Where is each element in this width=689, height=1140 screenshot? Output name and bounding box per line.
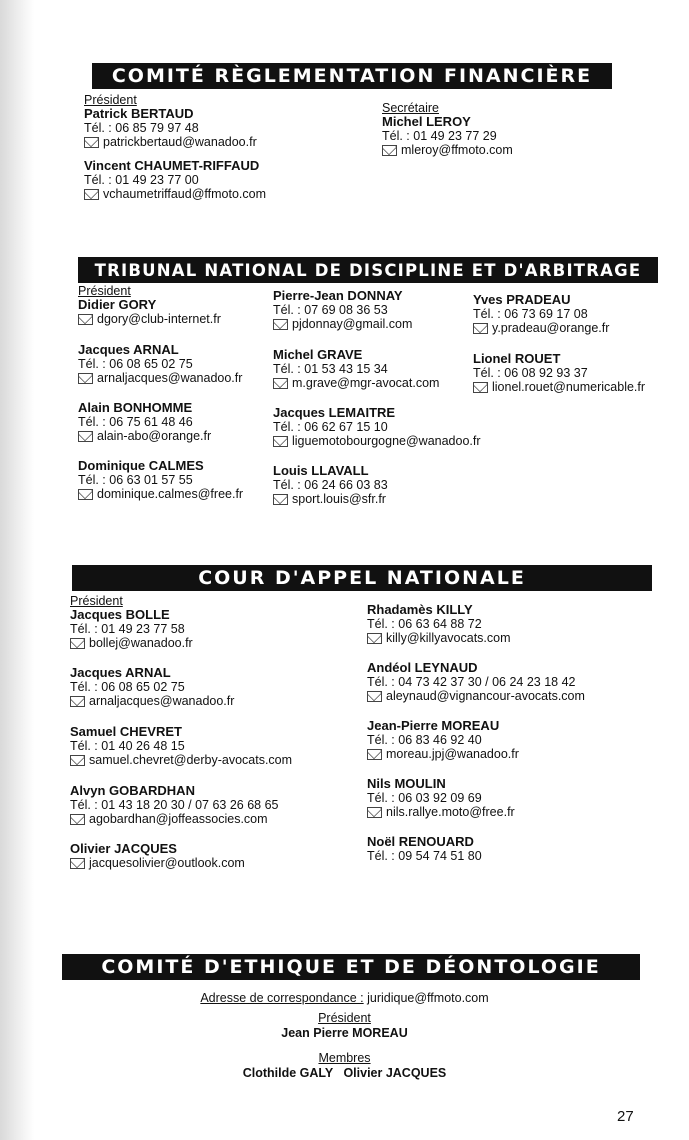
envelope-icon [70, 638, 85, 649]
page-fold-shadow [0, 0, 34, 1140]
role-label: Président [78, 284, 131, 298]
contact-email-row [367, 805, 585, 819]
contact-name: Pierre-Jean DONNAY [273, 288, 403, 303]
contact-email-row [70, 856, 292, 870]
section-banner-cour: COUR D'APPEL NATIONALE [72, 565, 652, 591]
contact-phone: Tél. : 01 49 23 77 58 [70, 622, 185, 636]
contact-email[interactable]: killy@killyavocats.com [386, 631, 511, 645]
contact-email[interactable]: alain-abo@orange.fr [97, 429, 212, 443]
contact-email[interactable]: arnaljacques@wanadoo.fr [89, 694, 235, 708]
envelope-icon [273, 436, 288, 447]
cour-col2 [367, 603, 585, 863]
tribunal-col2 [273, 289, 481, 506]
role-label: Secrétaire [382, 101, 439, 115]
contact-name: Olivier JACQUES [70, 841, 177, 856]
contact-email[interactable]: pjdonnay@gmail.com [292, 317, 413, 331]
contact-phone: Tél. : 06 75 61 48 46 [78, 415, 193, 429]
envelope-icon [78, 489, 93, 500]
contact-email-row [367, 747, 585, 761]
cour-col1 [70, 594, 292, 870]
ethique-president-role [0, 1011, 689, 1025]
contact-phone: Tél. : 06 08 65 02 75 [78, 357, 193, 371]
envelope-icon [84, 137, 99, 148]
envelope-icon [84, 189, 99, 200]
envelope-icon [70, 858, 85, 869]
envelope-icon [367, 749, 382, 760]
ethique-members-role [0, 1051, 689, 1065]
contact-email-row [70, 753, 292, 767]
contact-name: Yves PRADEAU [473, 292, 571, 307]
contact-email[interactable]: jacquesolivier@outlook.com [89, 856, 245, 870]
envelope-icon [70, 755, 85, 766]
contact-card [84, 159, 266, 201]
ethique-members-names: Clothilde GALY Olivier JACQUES [242, 1066, 447, 1080]
contact-email[interactable]: liguemotobourgogne@wanadoo.fr [292, 434, 481, 448]
contact-phone: Tél. : 09 54 74 51 80 [367, 849, 482, 863]
contact-phone: Tél. : 06 63 01 57 55 [78, 473, 193, 487]
contact-email-row [78, 371, 243, 385]
contact-card [78, 401, 243, 443]
contact-phone: Tél. : 01 40 26 48 15 [70, 739, 185, 753]
envelope-icon [367, 633, 382, 644]
contact-email[interactable]: m.grave@mgr-avocat.com [292, 376, 440, 390]
envelope-icon [78, 373, 93, 384]
section-banner-tribunal: TRIBUNAL NATIONAL DE DISCIPLINE ET D'ARBITRAGE [78, 257, 658, 283]
envelope-icon [367, 807, 382, 818]
contact-email-row [367, 631, 585, 645]
envelope-icon [367, 691, 382, 702]
contact-email[interactable]: agobardhan@joffeassocies.com [89, 812, 268, 826]
contact-phone: Tél. : 06 73 69 17 08 [473, 307, 588, 321]
contact-card [367, 777, 585, 819]
contact-phone: Tél. : 01 43 18 20 30 / 07 63 26 68 65 [70, 798, 279, 812]
contact-email-row [84, 135, 266, 149]
contact-email-row [70, 636, 292, 650]
correspondence-address [0, 991, 689, 1005]
contact-email-row [78, 487, 243, 501]
contact-card [473, 293, 645, 335]
contact-card [78, 284, 243, 326]
contact-phone: Tél. : 06 24 66 03 83 [273, 478, 388, 492]
contact-card [78, 459, 243, 501]
crf-col2 [382, 101, 513, 157]
section-banner-crf: COMITÉ RÈGLEMENTATION FINANCIÈRE [92, 63, 612, 89]
ethique-president-name: Jean Pierre MOREAU [281, 1026, 408, 1040]
contact-name: Jacques ARNAL [78, 342, 179, 357]
contact-name: Michel LEROY [382, 114, 471, 129]
contact-email-row [84, 187, 266, 201]
contact-phone: Tél. : 07 69 08 36 53 [273, 303, 388, 317]
contact-email-row [473, 380, 645, 394]
contact-phone: Tél. : 06 08 92 93 37 [473, 366, 588, 380]
contact-card [273, 464, 481, 506]
contact-card [70, 594, 292, 650]
contact-phone: Tél. : 06 08 65 02 75 [70, 680, 185, 694]
contact-email[interactable]: sport.louis@sfr.fr [292, 492, 386, 506]
contact-name: Rhadamès KILLY [367, 602, 473, 617]
contact-name: Dominique CALMES [78, 458, 204, 473]
role-label: Président [318, 1011, 371, 1025]
contact-email-row [273, 376, 481, 390]
contact-email-row [70, 812, 292, 826]
page-number: 27 [617, 1108, 634, 1125]
contact-name: Alain BONHOMME [78, 400, 193, 415]
contact-phone: Tél. : 01 49 23 77 29 [382, 129, 497, 143]
contact-name: Noël RENOUARD [367, 834, 474, 849]
contact-name: Jacques BOLLE [70, 607, 170, 622]
tribunal-col3 [473, 293, 645, 394]
envelope-icon [473, 382, 488, 393]
contact-card [273, 289, 481, 331]
contact-name: Nils MOULIN [367, 776, 446, 791]
role-label: Président [84, 93, 137, 107]
contact-name: Jacques LEMAITRE [273, 405, 396, 420]
envelope-icon [273, 378, 288, 389]
contact-email-row [78, 429, 243, 443]
envelope-icon [70, 696, 85, 707]
contact-phone: Tél. : 04 73 42 37 30 / 06 24 23 18 42 [367, 675, 576, 689]
contact-name: Alvyn GOBARDHAN [70, 783, 195, 798]
envelope-icon [70, 814, 85, 825]
contact-email[interactable]: arnaljacques@wanadoo.fr [97, 371, 243, 385]
contact-email[interactable]: bollej@wanadoo.fr [89, 636, 193, 650]
contact-email-row [367, 689, 585, 703]
contact-email[interactable]: dominique.calmes@free.fr [97, 487, 244, 501]
contact-email[interactable]: aleynaud@vignancour-avocats.com [386, 689, 585, 703]
contact-email[interactable]: y.pradeau@orange.fr [492, 321, 610, 335]
envelope-icon [78, 314, 93, 325]
contact-email-row [382, 143, 513, 157]
contact-email[interactable]: moreau.jpj@wanadoo.fr [386, 747, 519, 761]
contact-email[interactable]: nils.rallye.moto@free.fr [386, 805, 515, 819]
contact-card [70, 725, 292, 767]
contact-card [367, 719, 585, 761]
contact-phone: Tél. : 01 53 43 15 34 [273, 362, 388, 376]
contact-name: Andéol LEYNAUD [367, 660, 478, 675]
contact-name: Patrick BERTAUD [84, 106, 194, 121]
contact-card [473, 352, 645, 394]
contact-name: Jean-Pierre MOREAU [367, 718, 500, 733]
contact-email-row [473, 321, 645, 335]
contact-name: Michel GRAVE [273, 347, 363, 362]
contact-phone: Tél. : 06 83 46 92 40 [367, 733, 482, 747]
contact-email-row [273, 492, 481, 506]
crf-col1 [84, 93, 266, 201]
contact-card [367, 835, 585, 863]
address-email[interactable]: juridique@ffmoto.com [363, 991, 489, 1005]
contact-card [70, 784, 292, 826]
envelope-icon [78, 431, 93, 442]
contact-email[interactable]: samuel.chevret@derby-avocats.com [89, 753, 293, 767]
envelope-icon [473, 323, 488, 334]
contact-email[interactable]: lionel.rouet@numericable.fr [492, 380, 646, 394]
contact-phone: Tél. : 01 49 23 77 00 [84, 173, 199, 187]
envelope-icon [273, 494, 288, 505]
contact-name: Lionel ROUET [473, 351, 561, 366]
section-banner-ethique: COMITÉ D'ETHIQUE ET DE DÉONTOLOGIE [62, 954, 640, 980]
role-label: Membres [318, 1051, 371, 1065]
contact-email-row [78, 312, 243, 326]
contact-email-row [273, 434, 481, 448]
contact-card [273, 348, 481, 390]
contact-email-row [273, 317, 481, 331]
contact-email[interactable]: dgory@club-internet.fr [97, 312, 221, 326]
contact-card [273, 406, 481, 448]
contact-card [367, 603, 585, 645]
contact-name: Vincent CHAUMET-RIFFAUD [84, 158, 260, 173]
contact-card [70, 842, 292, 870]
contact-email-row [70, 694, 292, 708]
contact-email[interactable]: patrickbertaud@wanadoo.fr [103, 135, 257, 149]
contact-phone: Tél. : 06 63 64 88 72 [367, 617, 482, 631]
contact-card [367, 661, 585, 703]
contact-name: Jacques ARNAL [70, 665, 171, 680]
contact-phone: Tél. : 06 85 79 97 48 [84, 121, 199, 135]
contact-phone: Tél. : 06 62 67 15 10 [273, 420, 388, 434]
envelope-icon [382, 145, 397, 156]
address-label: Adresse de correspondance : [200, 991, 364, 1005]
contact-name: Samuel CHEVRET [70, 724, 182, 739]
contact-email[interactable]: mleroy@ffmoto.com [401, 143, 513, 157]
contact-name: Didier GORY [78, 297, 157, 312]
contact-card [84, 93, 266, 149]
envelope-icon [273, 319, 288, 330]
contact-card [382, 101, 513, 157]
tribunal-col1 [78, 284, 243, 501]
contact-card [78, 343, 243, 385]
contact-email[interactable]: vchaumetriffaud@ffmoto.com [103, 187, 266, 201]
role-label: Président [70, 594, 123, 608]
contact-card [70, 666, 292, 708]
contact-phone: Tél. : 06 03 92 09 69 [367, 791, 482, 805]
contact-name: Louis LLAVALL [273, 463, 369, 478]
